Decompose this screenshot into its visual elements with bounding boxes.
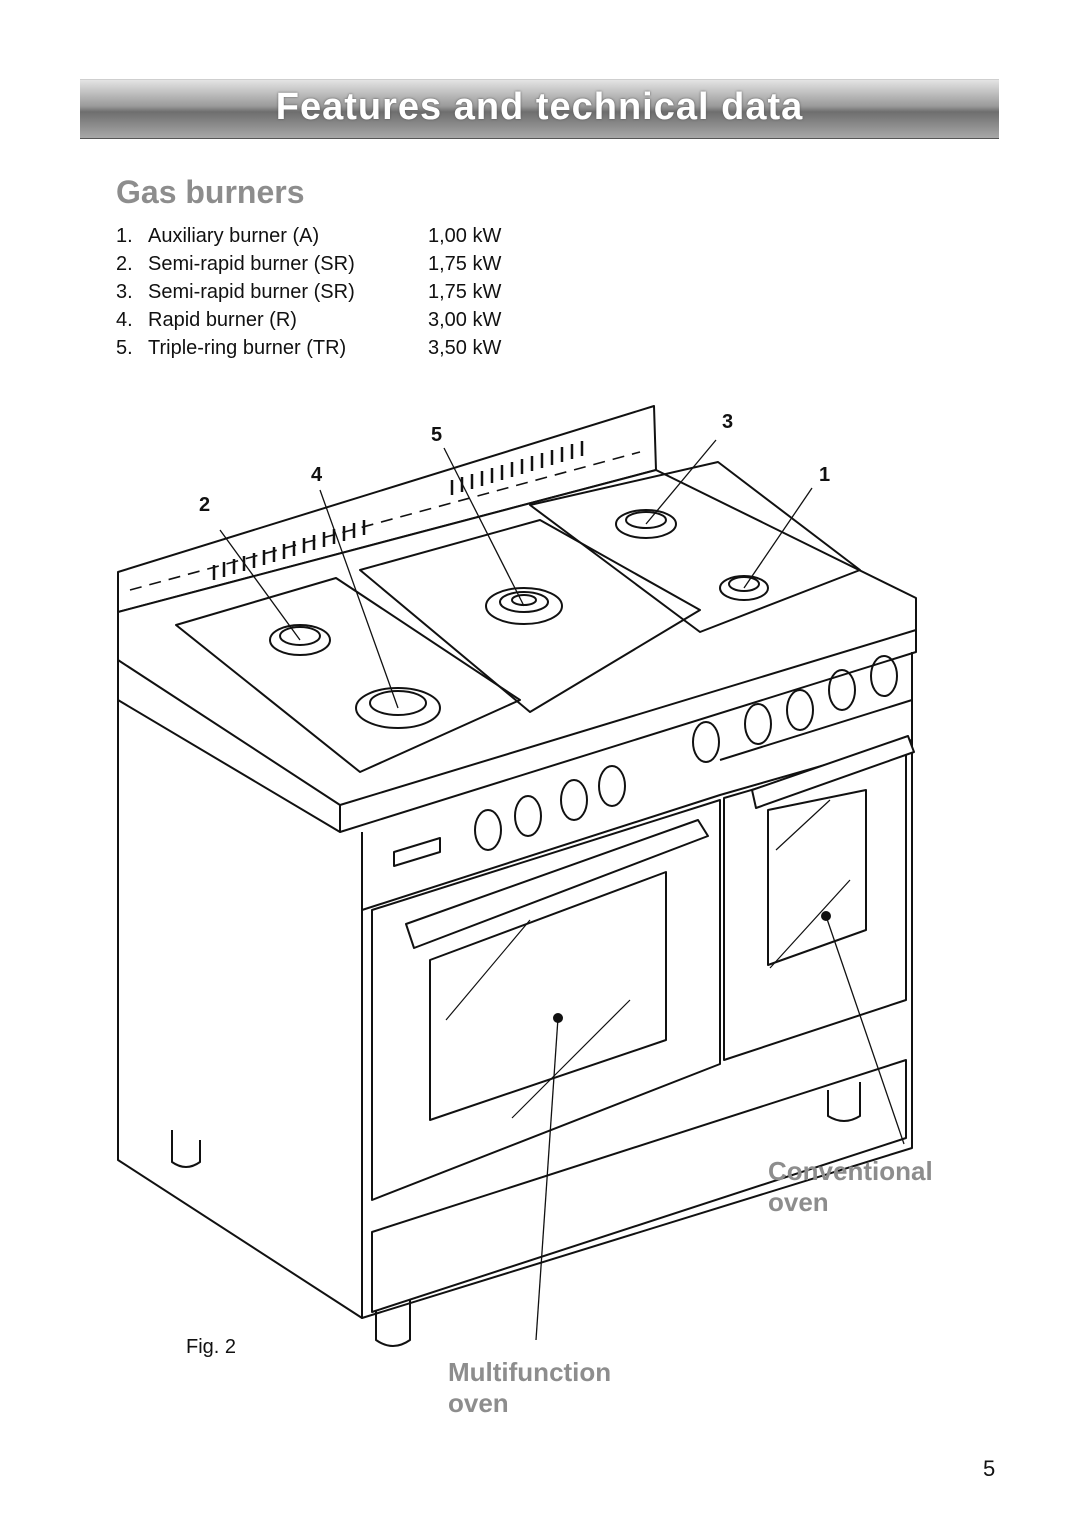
burner-name: Rapid burner (R) (148, 309, 297, 331)
multifunction-oven-label (448, 1357, 611, 1419)
burner-name: Semi-rapid burner (SR) (148, 253, 355, 275)
section-heading: Gas burners (116, 174, 305, 210)
page-number: 5 (983, 1456, 996, 1481)
hob-top (118, 470, 916, 805)
multifunction-oven-door (372, 800, 720, 1200)
multifunction-label-line2: oven (448, 1388, 509, 1418)
burner-number: 4. (116, 309, 133, 331)
burner-power: 3,50 kW (428, 337, 502, 359)
burner-number: 5. (116, 337, 133, 359)
burner-name: Semi-rapid burner (SR) (148, 281, 355, 303)
callout-dot (821, 911, 831, 921)
cooker-leg (376, 1300, 410, 1346)
cooker-leg (828, 1082, 860, 1121)
callout-number-4: 4 (311, 464, 323, 486)
conventional-label-line2: oven (768, 1187, 829, 1217)
callout-number-5: 5 (431, 424, 443, 446)
callout-number-2: 2 (199, 494, 211, 516)
callout-dot (553, 1013, 563, 1023)
timer-display (394, 838, 440, 866)
multifunction-label-line1: Multifunction (448, 1357, 612, 1387)
page-title: Features and technical data (275, 86, 804, 128)
conventional-label-line1: Conventional (768, 1156, 933, 1186)
conventional-oven-label (768, 1156, 933, 1218)
burner-power: 1,00 kW (428, 225, 502, 247)
burner-name: Triple-ring burner (TR) (148, 337, 347, 359)
burner-number: 3. (116, 281, 133, 303)
burner-power: 1,75 kW (428, 253, 502, 275)
callout-number-1: 1 (819, 464, 831, 486)
burner-power: 3,00 kW (428, 309, 502, 331)
conventional-oven-door (724, 745, 906, 1060)
callout-number-3: 3 (722, 411, 734, 433)
burner-power: 1,75 kW (428, 281, 502, 303)
burner-name: Auxiliary burner (A) (148, 225, 320, 247)
figure-caption: Fig. 2 (186, 1336, 237, 1358)
cooker-leg (172, 1130, 200, 1167)
burner-number: 2. (116, 253, 133, 275)
burner-number: 1. (116, 225, 133, 247)
callout-line-conventional (826, 916, 904, 1144)
